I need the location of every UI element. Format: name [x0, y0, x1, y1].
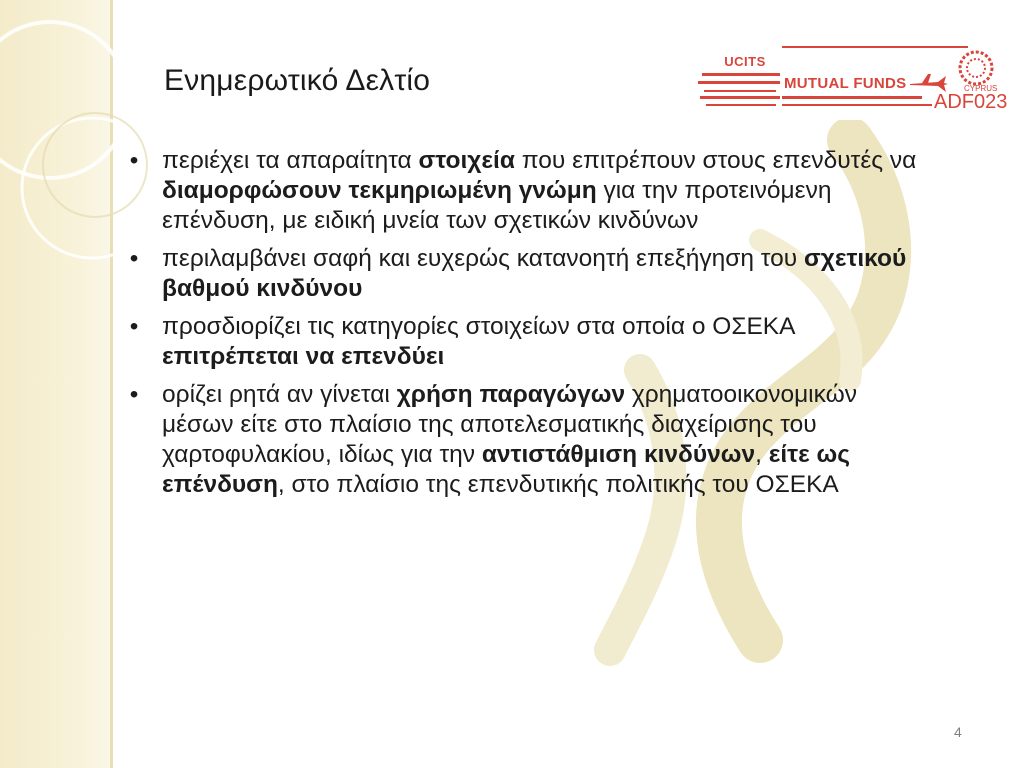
bullet-emphasis: είτε ως επένδυση: [162, 441, 850, 498]
bullet-text: ορίζει ρητά αν γίνεται: [162, 381, 397, 408]
bullet-text: προσδιορίζει τις κατηγορίες στοιχείων στα οποία ο ΟΣΕΚΑ: [162, 313, 795, 340]
bullet-item: [124, 244, 924, 304]
bullet-emphasis: στοιχεία: [418, 147, 515, 174]
bullet-list: [124, 146, 924, 508]
bullet-emphasis: αντιστάθμιση κινδύνων: [481, 441, 756, 468]
bullet-dot-icon: •: [129, 147, 139, 174]
bullet-emphasis: διαμορφώσουν τεκμηριωμένη γνώμη: [162, 177, 597, 204]
logo-ucits-text: UCITS: [724, 54, 766, 69]
bullet-text: ,: [755, 441, 769, 468]
logo-adf-code: ADF023: [934, 91, 1008, 113]
bullet-dot-icon: •: [129, 245, 139, 272]
bullet-emphasis: σχετικού βαθμού κινδύνου: [162, 245, 907, 302]
bullet-dot-icon: •: [129, 313, 139, 340]
page-number: 4: [954, 724, 962, 740]
bullet-text: για την προτεινόμενη επένδυση, με ειδική μνεία των σχετικών κινδύνων: [162, 177, 832, 234]
bullet-item: [124, 380, 924, 500]
bullet-text: περιλαμβάνει σαφή και ευχερώς κατανοητή επεξήγηση του: [162, 245, 804, 272]
slide-title: Ενημερωτικό Δελτίο: [164, 64, 431, 97]
logo-cyprus-text: CYPRUS: [964, 84, 998, 93]
bullet-emphasis: επιτρέπεται να επενδύει: [162, 343, 445, 370]
bullet-dot-icon: •: [129, 381, 139, 408]
bullet-item: [124, 312, 924, 372]
logo-mutual-funds-text: MUTUAL FUNDS: [784, 75, 907, 92]
bullet-text: χρηματοοικονομικών μέσων είτε στο πλαίσιο της αποτελεσματικής διαχείρισης του χαρτοφυλακίου, ιδίως για την: [162, 381, 857, 468]
bullet-item: [124, 146, 924, 236]
cyprus-emblem-icon: [956, 48, 996, 88]
bullet-text: , στο πλαίσιο της επενδυτικής πολιτικής του ΟΣΕΚΑ: [277, 471, 839, 498]
bullet-emphasis: χρήση παραγώγων: [396, 381, 626, 408]
ucits-mutual-funds-logo: [698, 42, 1008, 120]
bullet-text: που επιτρέπουν στους επενδυτές να: [514, 147, 917, 174]
bullet-text: περιέχει τα απαραίτητα: [162, 147, 419, 174]
